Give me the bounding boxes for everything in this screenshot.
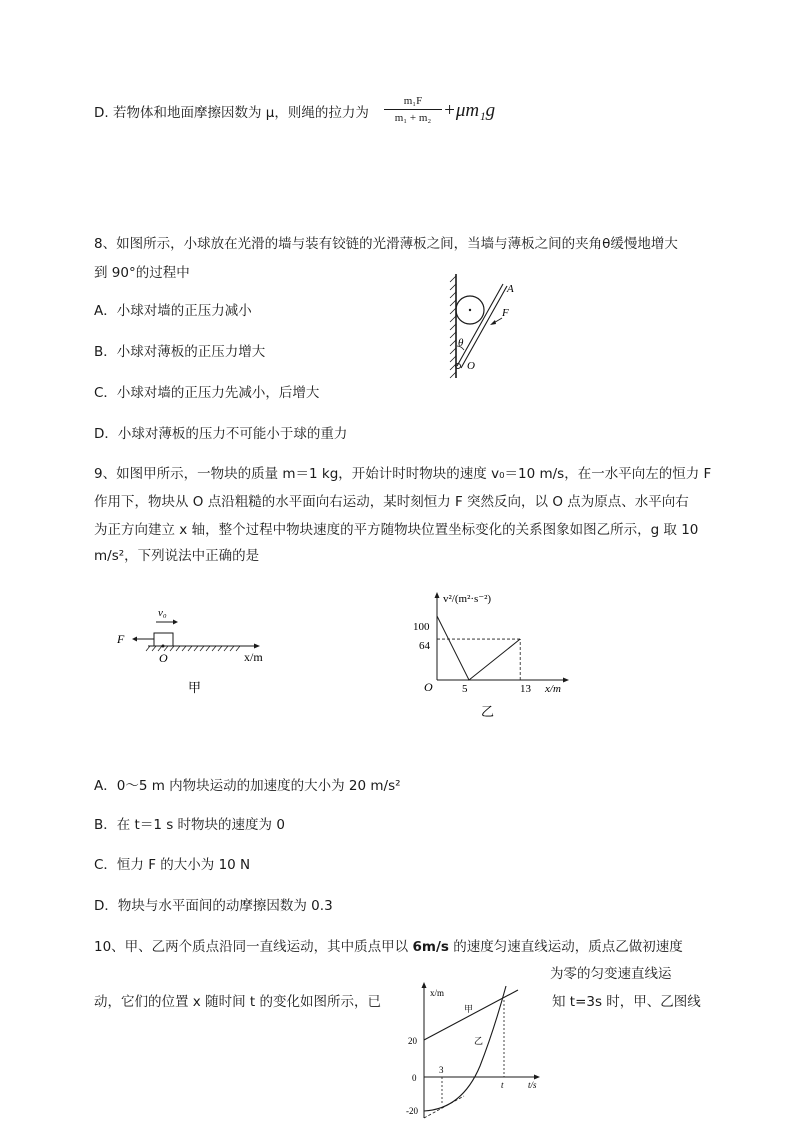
fraction-bar	[384, 109, 442, 110]
q9-stem-line1: 9、如图甲所示，一物块的质量 m＝1 kg，开始计时时物块的速度 v₀＝10 m/s，在一水平向左的恒力 F	[94, 466, 712, 482]
chart-y-arrowhead	[435, 592, 440, 598]
q10-stem-line2: 为零的匀变速直线运	[550, 966, 672, 982]
chart-x-arrowhead	[563, 678, 569, 683]
label-theta: θ	[458, 337, 464, 349]
chart-series-line	[437, 616, 520, 680]
label-a: A	[507, 283, 514, 295]
chart-xtick-5: 5	[462, 683, 468, 695]
label-f: F	[502, 307, 509, 319]
q9-option-c: C．恒力 F 的大小为 10 N	[94, 857, 251, 873]
caption-jia: 甲	[188, 680, 202, 695]
block	[154, 633, 173, 646]
q9-stem-line3: 为正方向建立 x 轴，整个过程中物块速度的平方随物块位置坐标变化的关系图象如图乙所示，g 取 10	[94, 522, 699, 538]
q10-line1-pre: 10、甲、乙两个质点沿同一直线运动，其中质点甲以	[94, 939, 413, 955]
q10-x-label: t/s	[528, 1080, 537, 1090]
q10-tick-20: 20	[408, 1036, 417, 1046]
q10-jia-label: 甲	[464, 1004, 474, 1014]
q9-stem-line4: m/s²，下列说法中正确的是	[94, 548, 260, 564]
q10-yi-label: 乙	[474, 1036, 484, 1046]
prev-option-d	[94, 103, 369, 123]
q10-line1-bold: 6m/s	[412, 939, 449, 955]
force-arrowhead	[490, 320, 496, 325]
q10-stem-line3-left: 动，它们的位置 x 随时间 t 的变化如图所示，已	[94, 994, 381, 1010]
chart-caption-yi: 乙	[481, 704, 495, 719]
wall-hatching	[450, 276, 456, 378]
q10-xt-figure	[398, 978, 548, 1123]
q10-tick-3: 3	[439, 1065, 444, 1075]
force-f-label: F	[117, 632, 125, 646]
q10-stem-line1	[94, 937, 683, 957]
q10-tangent-line	[424, 1096, 464, 1118]
ball-center	[469, 309, 471, 311]
x-axis-label: x/m	[244, 650, 263, 664]
tension-fraction	[384, 94, 442, 125]
q10-x-arrowhead	[534, 1075, 540, 1080]
q8-option-c: C．小球对墙的正压力先减小，后增大	[94, 385, 320, 401]
chart-origin-label: O	[424, 680, 433, 694]
origin-dot	[162, 645, 165, 648]
q9-option-a: A．0～5 m 内物块运动的加速度的大小为 20 m/s²	[94, 778, 401, 794]
q9-option-d: D．物块与水平面间的动摩擦因数为 0.3	[94, 898, 333, 914]
q8-option-d: D．小球对薄板的压力不可能小于球的重力	[94, 426, 348, 442]
chart-y-label: v²/(m²·s⁻²)	[443, 593, 492, 605]
q10-y-arrowhead	[422, 982, 427, 988]
q10-stem-line3-right: 知 t=3s 时，甲、乙图线	[552, 994, 701, 1010]
chart-ytick-64: 64	[419, 640, 430, 652]
fraction-numerator: m₁F	[403, 95, 423, 107]
q9-option-b: B．在 t＝1 s 时物块的速度为 0	[94, 817, 285, 833]
chart-x-label: x/m	[545, 683, 561, 695]
q8-stem-line1: 8、如图所示，小球放在光滑的墙与装有铰链的光滑薄板之间，当墙与薄板之间的夹角θ缓慢地增大	[94, 236, 678, 252]
q10-tick-0: 0	[412, 1073, 417, 1083]
force-f-arrowhead	[132, 637, 137, 642]
q8-wall-ball-figure	[440, 268, 530, 386]
v0-label: v₀	[158, 607, 167, 619]
label-o: O	[467, 360, 475, 372]
q9-chart-yi	[405, 588, 585, 723]
q9-figure-jia	[110, 600, 290, 700]
x-axis-arrowhead	[254, 644, 260, 649]
v0-arrowhead	[173, 620, 178, 625]
chart-ytick-100: 100	[413, 621, 430, 633]
q9-stem-line2: 作用下，物块从 O 点沿粗糙的水平面向右运动，某时刻恒力 F 突然反向，以 O 点为原点、水平向右	[94, 494, 689, 510]
q8-option-a: A．小球对墙的正压力减小	[94, 303, 252, 319]
prev-option-d-text: D. 若物体和地面摩擦因数为 μ，则绳的拉力为	[94, 105, 369, 121]
q10-line1-post: 的速度匀速直线运动，质点乙做初速度	[448, 939, 683, 955]
q10-y-label: x/m	[430, 988, 445, 998]
board-edge-left	[457, 284, 503, 366]
q8-option-b: B．小球对薄板的正压力增大	[94, 344, 266, 360]
q8-stem-line2: 到 90°的过程中	[94, 265, 190, 281]
origin-o-label: O	[159, 651, 168, 665]
chart-xtick-13: 13	[520, 683, 531, 695]
q10-tick-t: t	[501, 1080, 504, 1090]
fraction-denominator: m₁ + m₂	[394, 112, 432, 124]
board-edge-right	[461, 286, 507, 368]
q10-tick-neg20: -20	[406, 1106, 418, 1116]
fraction-tail: +μm₁g	[443, 100, 496, 121]
